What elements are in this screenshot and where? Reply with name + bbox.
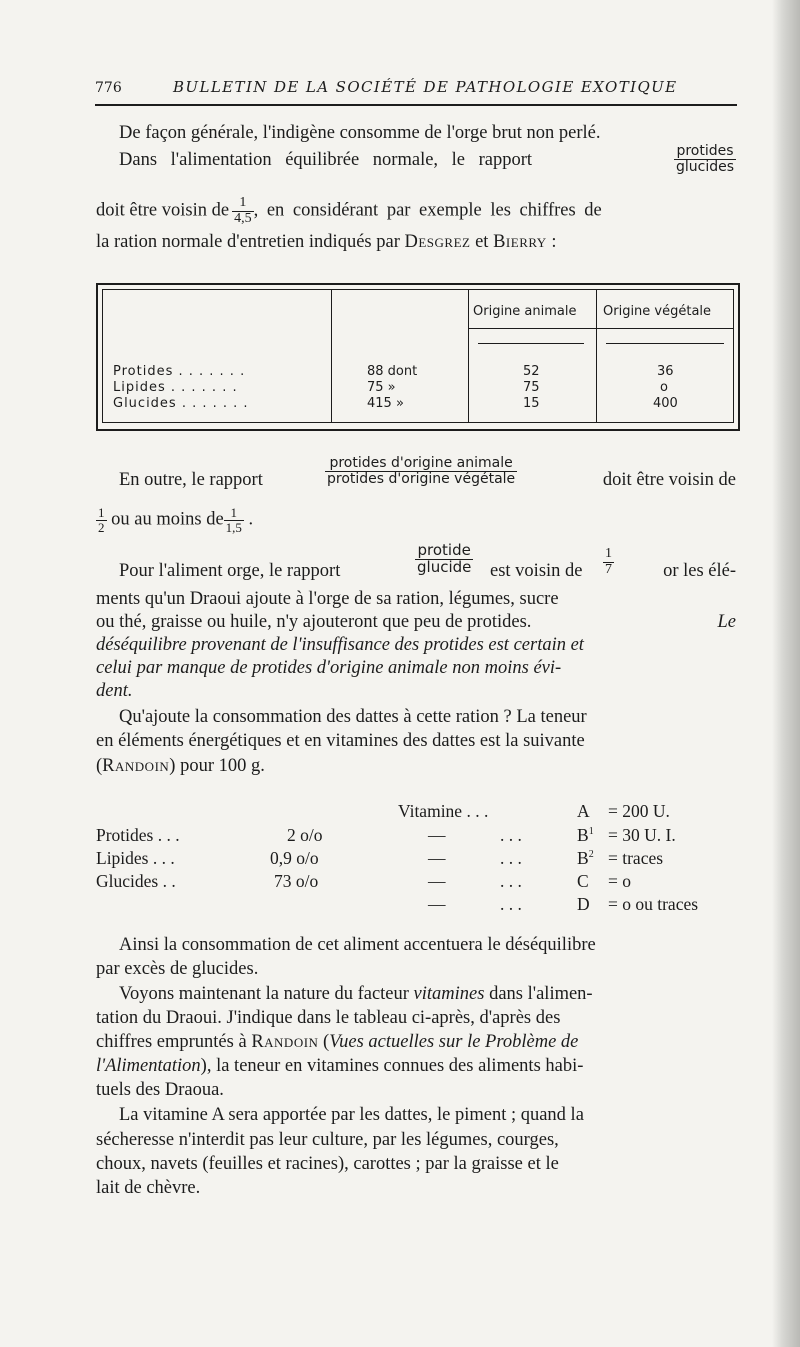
ratio2-mid: ou au moins de xyxy=(111,509,224,530)
author-desgrez: Desgrez xyxy=(404,232,471,252)
vitamin-dots: . . . xyxy=(500,848,522,868)
orge-c: or les élé- xyxy=(663,561,736,581)
intro-and: et xyxy=(475,232,489,252)
fraction-1-4-5 xyxy=(232,196,254,226)
vitamin-value: = 30 U. I. xyxy=(608,825,676,845)
composition-table xyxy=(96,283,740,431)
frac-num: 1 xyxy=(605,546,612,561)
ratio-protide-glucide xyxy=(415,543,473,576)
orge-line-5: celui par manque de protides d'origine animale non moins évi- xyxy=(96,658,562,678)
table-header-rule xyxy=(468,328,733,329)
intro-line-1: De façon générale, l'indigène consomme de l'orge brut non perlé. xyxy=(119,123,601,143)
vitamins-line-3 xyxy=(96,1032,578,1053)
frac-num: 1 xyxy=(98,505,105,520)
ratio2-end: . xyxy=(248,509,254,530)
cell-vegetal: o xyxy=(660,380,668,395)
table-inner-border xyxy=(102,289,734,423)
orge-num: protide xyxy=(415,543,473,560)
author-randoin-2: Randoin xyxy=(251,1032,319,1052)
nutrient-value: 2 o/o xyxy=(287,825,323,845)
nutrient-value: 73 o/o xyxy=(274,871,319,891)
running-header xyxy=(95,76,740,102)
cell-total: 75 » xyxy=(367,380,396,395)
col-header-animal: Origine animale xyxy=(473,304,577,319)
vitamin-value: = o xyxy=(608,871,631,891)
p2-l1b: vitamines xyxy=(413,984,485,1004)
table-col-divider xyxy=(596,290,597,422)
fraction-1-2 xyxy=(96,506,107,534)
ratio2-den: protides d'origine végétale xyxy=(327,470,516,487)
orge-l3a: ou thé, graisse ou huile, n'y ajouteront que peu de protides. xyxy=(96,612,532,632)
vitamin-letter: C xyxy=(577,871,589,891)
vitamin-dash: — xyxy=(428,825,446,845)
vitamin-a-line-3: choux, navets (feuilles et racines), carottes ; par la graisse et le xyxy=(96,1154,559,1174)
p2-l1c: dans l'alimen- xyxy=(489,984,593,1004)
orge-line-6: dent. xyxy=(96,681,133,701)
vitamin-letter xyxy=(577,825,594,846)
orge-line-3 xyxy=(96,612,736,633)
ratio-num: protides xyxy=(674,144,736,160)
vitamin-dash: — xyxy=(428,848,446,868)
cell-animal: 75 xyxy=(523,380,540,395)
p2-l4b: ), la teneur en vitamines connues des aliments habi- xyxy=(200,1056,584,1076)
p2-l1a: Voyons maintenant la nature du facteur xyxy=(119,984,409,1004)
vitamin-sup: 2 xyxy=(588,849,594,861)
conclusion-line-2: par excès de glucides. xyxy=(96,959,259,979)
orge-line-2: ments qu'un Draoui ajoute à l'orge de sa ration, légumes, sucre xyxy=(96,589,559,609)
intro-line-3 xyxy=(96,196,602,226)
intro-line-4a: la ration normale d'entretien indiqués par xyxy=(96,232,400,252)
vitamin-dots: . . . xyxy=(500,871,522,891)
vitamin-letter: D xyxy=(577,894,590,914)
orge-a: Pour l'aliment orge, le rapport xyxy=(119,561,341,581)
p2-l3b: ( xyxy=(323,1032,330,1052)
vitamin-a-line-2: sécheresse n'interdit pas leur culture, par les légumes, courges, xyxy=(96,1130,559,1150)
cell-vegetal: 400 xyxy=(653,396,678,411)
vitamin-value: = o ou traces xyxy=(608,894,699,914)
row-label: Lipides . . . . . . . xyxy=(113,380,238,395)
table-col-divider xyxy=(468,290,469,422)
nutrient-value: 0,9 o/o xyxy=(270,848,319,868)
orge-l3b: Le xyxy=(717,612,736,632)
vitamin-letter-b2: B xyxy=(577,848,589,868)
vitamin-value: = 200 U. xyxy=(608,801,670,821)
frac-num: 1 xyxy=(232,196,254,212)
ratio-den: glucides xyxy=(675,158,734,175)
paren-open: ( xyxy=(96,756,103,776)
vitamin-letter-b1: B xyxy=(577,825,589,845)
ratio2-num: protides d'origine animale xyxy=(325,456,517,472)
page-number: 776 xyxy=(95,80,122,96)
vitamin-value: = traces xyxy=(608,848,664,868)
cell-total: 415 » xyxy=(367,396,404,411)
vitamin-dots: . . . xyxy=(500,825,522,845)
table-subrule xyxy=(606,343,724,344)
ratio2-prefix: En outre, le rapport xyxy=(119,470,263,490)
frac-den: 2 xyxy=(98,519,105,535)
intro-line-2-text: Dans l'alimentation équilibrée normale, le rapport xyxy=(119,150,533,170)
cell-animal: 15 xyxy=(523,396,540,411)
vitamin-dots: . . . xyxy=(500,894,522,914)
intro-line-4 xyxy=(96,232,556,253)
ratio-protides-glucides xyxy=(674,144,736,174)
journal-title: BULLETIN DE LA SOCIÉTÉ DE PATHOLOGIE EXOTIQUE xyxy=(173,78,678,96)
row-label: Glucides . . . . . . . xyxy=(113,396,249,411)
orge-den: glucide xyxy=(417,557,472,576)
frac-den: 7 xyxy=(605,561,612,577)
cell-vegetal: 36 xyxy=(657,364,674,379)
p2-l3c: Vues actuelles sur le Problème de xyxy=(329,1032,579,1052)
vitamins-line-5: tuels des Draoua. xyxy=(96,1080,224,1100)
vitamin-sup: 1 xyxy=(588,826,594,838)
vitamin-dash: — xyxy=(428,894,446,914)
header-rule xyxy=(95,104,737,106)
cell-animal: 52 xyxy=(523,364,540,379)
fraction-1-1-5 xyxy=(224,506,244,534)
vitamine-label: Vitamine . . . xyxy=(398,801,489,821)
vitamins-line-4 xyxy=(96,1056,583,1077)
table-subrule xyxy=(478,343,584,344)
intro-line-2 xyxy=(119,143,736,175)
intro-line-3a: doit être voisin de xyxy=(96,200,230,221)
author-randoin: Randoin xyxy=(102,756,170,776)
orge-b: est voisin de xyxy=(490,561,583,581)
page-edge xyxy=(772,0,800,1347)
vitamin-a-line-1: La vitamine A sera apportée par les dattes, le piment ; quand la xyxy=(119,1105,584,1125)
vitamin-letter xyxy=(577,848,594,869)
p2-l3a: chiffres empruntés à xyxy=(96,1032,247,1052)
ratio-animal-vegetal xyxy=(325,456,517,486)
dattes-line-3 xyxy=(96,756,265,777)
vitamin-a-line-4: lait de chèvre. xyxy=(96,1178,201,1198)
conclusion-line-1: Ainsi la consommation de cet aliment accentuera le déséquilibre xyxy=(119,935,596,955)
dattes-l3b: ) pour 100 g. xyxy=(169,756,265,776)
nutrient-name: Glucides . . xyxy=(96,871,176,891)
vitamins-line-2: tation du Draoui. J'indique dans le tableau ci-après, d'après des xyxy=(96,1008,561,1028)
frac-num: 1 xyxy=(224,506,244,521)
col-header-vegetal: Origine végétale xyxy=(603,304,712,319)
table-col-divider xyxy=(331,290,332,422)
p2-l4a: l'Alimentation xyxy=(96,1056,201,1076)
vitamin-dash: — xyxy=(428,871,446,891)
intro-colon: : xyxy=(546,232,557,252)
author-bierry: Bierry xyxy=(493,232,547,252)
intro-line-3b: , en considérant par exemple les chiffres de xyxy=(253,200,602,221)
frac-den: 4,5 xyxy=(234,210,252,226)
fraction-1-7 xyxy=(603,547,614,577)
vitamins-line-1 xyxy=(119,984,593,1005)
dattes-line-1: Qu'ajoute la consommation des dattes à cette ration ? La teneur xyxy=(119,707,587,727)
vitamin-letter: A xyxy=(577,801,590,821)
orge-line-4: déséquilibre provenant de l'insuffisance des protides est certain et xyxy=(96,635,584,655)
nutrient-name: Protides . . . xyxy=(96,825,180,845)
dattes-line-2: en éléments énergétiques et en vitamines des dattes est la suivante xyxy=(96,731,585,751)
ratio2-suffix: doit être voisin de xyxy=(602,470,736,490)
ratio2-line-2 xyxy=(96,506,253,534)
nutrient-name: Lipides . . . xyxy=(96,848,175,868)
frac-den: 1,5 xyxy=(225,519,242,535)
row-label: Protides . . . . . . . xyxy=(113,364,246,379)
cell-total: 88 dont xyxy=(367,364,418,379)
